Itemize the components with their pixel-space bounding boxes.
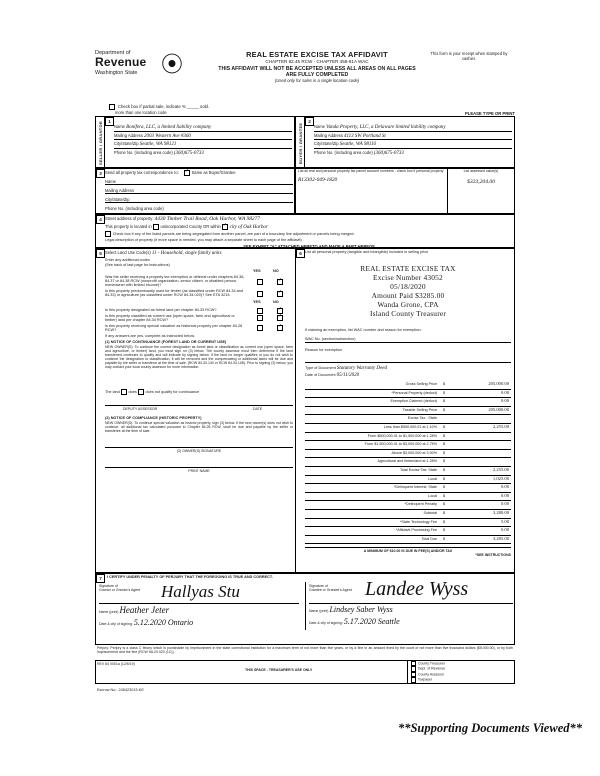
taxpayer-label: Taxpayer — [417, 677, 433, 682]
notice2-body: NEW OWNER(S): To continue special valuation as historic property, sign (3) below. If the new owner(s) does not wish to continue, all additional tax calculated pursuant to Chapter 84.26 RCW, shall be due and payable by the seller or transferee at the time of sale. — [105, 421, 293, 434]
correspondence-fields — [105, 170, 293, 211]
minimum-due-note: A MINIMUM OF $10.00 IS DUE IN FEE(S) AND/OR TAX — [305, 547, 511, 553]
seller-citystate-value: Seattle, WA 98121 — [139, 142, 177, 147]
section-6-number: 6 — [296, 249, 305, 258]
county-assessor-label: County Assessor — [417, 672, 445, 677]
legal-description-note: Legal description of property (if more space is needed, you may attach a separate sheet to each page of the affidavit) — [105, 238, 302, 243]
does-not-qualify-checkbox[interactable] — [138, 389, 144, 395]
assessor-date-label: DATE — [253, 407, 263, 412]
tax-row-currency: $ — [442, 382, 445, 386]
buyer-mail-value: 4113 SW Portland St — [344, 133, 386, 139]
question-3: Is this property designated as forest land per chapter 84.33 RCW? — [105, 308, 217, 312]
county-treasurer-label: County Treasurer — [417, 661, 445, 666]
q5-no-checkbox[interactable] — [277, 325, 283, 331]
seller-side-label: SELLER / GRANTOR — [98, 120, 103, 166]
seller-name-value: Bonifera, LLC, a limited liability company — [126, 125, 212, 130]
assessed-header: List assessed value(s) — [463, 169, 499, 173]
buyer-name-value: Vanda Property, LLC, a Delaware limited liability company — [326, 125, 446, 130]
partial-sale-label: Check box if partial sale, indicate % _____ sold. — [117, 104, 210, 110]
tax-row-value: 0.00 — [500, 484, 509, 490]
seller-side-tab — [95, 116, 105, 168]
question-4: Is this property classified as current use (open space, farm and agricultural or timber) land per chapter 84.34 RCW? — [105, 314, 235, 322]
tax-row-currency: $ — [442, 450, 445, 455]
same-as-buyer-checkbox[interactable] — [184, 170, 190, 176]
reason-exemption-line — [305, 352, 511, 363]
buyer-side-label: BUYER / GRANTEE — [298, 122, 303, 164]
tax-row-value: 3,285.00 — [492, 535, 509, 541]
tax-row-value: 0.00 — [500, 527, 509, 533]
seller-fields — [114, 124, 292, 156]
receipt-note: This form is your receipt when stamped by cashier. — [430, 51, 508, 62]
grantor-date-label: Date & city of signing: — [99, 622, 133, 626]
tax-row-label: Local — [428, 476, 437, 481]
tax-row-label: Above $3,000,000 at 3.00% — [391, 450, 437, 455]
tax-row-currency: $ — [442, 536, 445, 541]
buyer-side-tab — [295, 116, 305, 168]
grantee-signature: Landee Wyss — [365, 578, 469, 600]
grantee-name-label: Name (print) — [309, 609, 329, 613]
parcel-header: List all real and personal property tax parcel account numbers - check box if personal property — [298, 169, 444, 173]
tax-row — [305, 407, 511, 416]
tax-row — [305, 536, 511, 545]
notice2-title: (2) NOTICE OF COMPLIANCE (HISTORIC PROPERTY) — [105, 416, 202, 421]
stamp-line-4: Amount Paid $3285.00 — [371, 291, 445, 300]
form-notice: THIS AFFIDAVIT WILL NOT BE ACCEPTED UNLESS ALL AREAS ON ALL PAGES ARE FULLY COMPLETED — [218, 66, 416, 78]
form-chapter: CHAPTER 82.45 RCW - CHAPTER 458-61A WAC — [265, 59, 369, 64]
dept-revenue-label: Dept. of Revenue — [417, 667, 446, 672]
tax-row-currency: $ — [442, 528, 445, 533]
section-3-number: 3 — [96, 169, 105, 178]
section-5-number: 5 — [96, 249, 105, 258]
form-title: REAL ESTATE EXCISE TAX AFFIDAVIT — [246, 50, 388, 59]
grantor-sig-label: Signature of Grantor or Grantor's Agent — [99, 584, 141, 592]
tax-row-currency: $ — [442, 519, 445, 524]
no-header-2: NO — [273, 300, 279, 304]
signline-does-not: does not — [145, 390, 161, 395]
tax-row-label: *Personal Property (deduct) — [391, 390, 437, 395]
buyer-citystate-label: City/State/Zip — [314, 141, 339, 146]
tax-row-label: *Affidavit Processing Fee — [395, 528, 437, 533]
tax-row — [305, 493, 511, 502]
q5-yes-checkbox[interactable] — [257, 325, 263, 331]
tax-row-value: 205,000.00 — [488, 406, 509, 412]
perjury-note: Perjury: Perjury is a class C felony which is punishable by imprisonment in the state correctional institution for a maximum term of not more than five years, or by a fine in an amount fixed by the court of not more than five thousand dollars ($5,000.00), or by both imprisonment and the fine (RCW 9A.20.020 (1C)). — [97, 646, 513, 654]
tax-row — [305, 501, 511, 510]
date-doc-label: Date of Document — [305, 373, 336, 377]
landuse-sub1: Enter any additional codes — [105, 258, 150, 262]
seller-phone-value: (360)675-0733 — [173, 150, 204, 156]
stamp-line-2: Excise Number 43052 — [373, 273, 443, 282]
tax-row-label: From $1,500,000.01 to $3,000,000 at 2.75% — [364, 442, 437, 447]
same-as-buyer-label: Same as Buyer/Grantee — [191, 170, 236, 176]
taxpayer-checkbox[interactable] — [411, 677, 416, 682]
corr-name-label: Name — [105, 179, 293, 185]
stamp-line-3: 05/18/2020 — [390, 282, 426, 291]
tax-row-label: Agricultural and timberland at 1.28% — [377, 459, 437, 464]
tax-row-value: 1,025.00 — [492, 475, 509, 481]
stamp-line-5: Wanda Grone, CPA — [377, 300, 439, 309]
tax-row-value: 5.00 — [500, 518, 509, 524]
tax-row — [305, 433, 511, 442]
reet-affidavit — [95, 48, 515, 708]
street-value: 4430 Timber Trail Road, Oak Harbor, WA 98277 — [154, 216, 261, 222]
buyer-fields — [314, 124, 512, 156]
reason-exemption-label: Reason for exemption — [305, 348, 343, 352]
tax-row-label: Total Excise Tax: State — [399, 467, 437, 472]
form-header — [95, 48, 515, 90]
stamp-line-1: REAL ESTATE EXCISE TAX — [360, 264, 456, 273]
signline-left: The land — [105, 390, 120, 395]
copy-recipients — [411, 661, 445, 683]
tax-row-currency: $ — [442, 485, 445, 490]
date-doc-value: 05/11/2020 — [336, 373, 360, 378]
claim-exemption-label: If claiming an exemption, list WAC number and reason for exemption: — [305, 328, 422, 332]
seller-name-label: Name — [114, 124, 125, 129]
section-1-number: 1 — [105, 117, 114, 126]
treasurer-stamp — [305, 264, 511, 318]
type-or-print: PLEASE TYPE OR PRINT — [464, 111, 515, 116]
tax-row-value: 205,000.00 — [488, 381, 509, 386]
tax-row — [305, 510, 511, 519]
tax-row-label: Gross Selling Price — [405, 382, 437, 386]
tax-row-value: 2,255.00 — [492, 466, 509, 472]
tax-row-value: 3,280.00 — [492, 509, 509, 515]
grantee-sig-label: Signature of Grantee or Grantee's Agent — [309, 584, 352, 592]
tax-row-currency: $ — [442, 510, 445, 515]
question-5: Is this property receiving special valuation as historical property per chapter 84.26 RCW? — [105, 324, 243, 332]
seller-citystate-label: City/State/Zip — [114, 141, 139, 146]
tax-row-label: *Delinquent Penalty — [404, 502, 437, 507]
tax-row — [305, 458, 511, 467]
tax-row-label: Local — [428, 493, 437, 498]
form-title-block — [217, 50, 417, 83]
tax-row — [305, 415, 511, 424]
right-column — [305, 250, 511, 557]
see-instructions-note: *SEE INSTRUCTIONS — [475, 553, 511, 558]
tax-row-currency: $ — [442, 502, 445, 507]
tax-row-value: 2,255.00 — [492, 423, 509, 429]
seller-mail-value: 2003 Western Ave #360 — [144, 133, 191, 139]
does-qualify-checkbox[interactable] — [121, 389, 127, 395]
tax-row — [305, 476, 511, 485]
tax-row-value: 0.00 — [500, 398, 509, 404]
tax-row-label: Exemption Claimed (deduct) — [390, 399, 437, 404]
grantor-date-value: 5.12.2020 Ontario — [133, 618, 194, 627]
signline-right: qualify for continuance — [161, 390, 200, 395]
grantor-signature-block — [99, 584, 299, 627]
tax-row — [305, 527, 511, 536]
tax-row — [305, 441, 511, 450]
more-location-note: more than one location code — [115, 110, 167, 115]
tax-row-currency: $ — [442, 433, 445, 438]
tax-row-currency: $ — [442, 424, 445, 429]
tax-row-label: Subtotal — [423, 510, 437, 515]
tax-row — [305, 450, 511, 459]
located-in-label: This property is located in — [105, 223, 152, 229]
q4-no-checkbox[interactable] — [277, 315, 283, 321]
tax-row-label: Total Due — [421, 536, 437, 541]
grantee-date-value: 5.17.2020 Seattle — [343, 617, 400, 626]
landuse-block — [105, 250, 293, 473]
question-6: If any answers are yes, complete as instructed below. — [105, 334, 195, 338]
tax-row-label: Excise Tax : State — [407, 416, 437, 421]
q2-no-checkbox[interactable] — [277, 291, 283, 297]
treasurer-space-label: THIS SPACE - TREASURER'S USE ONLY — [245, 668, 313, 672]
tax-row-label: Less than $500,000.01 at 1.10% — [383, 424, 437, 429]
buyer-citystate-value: Seattle, WA 98116 — [339, 142, 376, 147]
corr-citystate-label: City/State/Zip — [105, 197, 293, 203]
correspondence-label: Send all property tax correspondence to: — [105, 170, 179, 176]
parcel-header-wrap — [298, 169, 444, 183]
type-doc-label: Type of Document — [305, 366, 336, 370]
tax-row — [305, 484, 511, 493]
tax-row-label: From $500,000.01 to $1,500,000 at 1.28% — [367, 433, 437, 438]
supporting-documents-annotation: **Supporting Documents Viewed** — [397, 721, 582, 735]
buyer-name-label: Name — [314, 124, 325, 129]
corr-phone-label: Phone No. (including area code) — [105, 206, 164, 212]
footer-divider — [407, 660, 408, 684]
tax-row-currency: $ — [442, 407, 445, 412]
tax-computation-table — [305, 381, 511, 544]
city-checkbox[interactable] — [222, 224, 228, 230]
grantor-signature: Hallyas Stu — [161, 582, 240, 601]
certify-divider — [305, 582, 306, 630]
parcel-divider — [447, 168, 448, 214]
tax-row — [305, 390, 511, 399]
tax-row — [305, 381, 511, 390]
tax-row — [305, 519, 511, 528]
assessed-wrap — [450, 169, 512, 185]
buyer-phone-label: Phone No. (including area code) — [314, 149, 373, 155]
tax-row — [305, 424, 511, 433]
exhibit-reference: SEE EXHIBIT "A" ATTACHED HERETO AND MADE A PART HEREOF — [243, 244, 375, 250]
tax-row-currency: $ — [442, 476, 445, 481]
grantee-name-value: Lindsey Saber Wyss — [329, 605, 393, 614]
notice1-title: (1) NOTICE OF CONTINUANCE (FOREST LAND OR CURRENT USE) — [105, 340, 227, 344]
city-of-value: city of Oak Harbor — [229, 224, 268, 230]
unincorporated-label: unincorporated — [160, 223, 188, 229]
street-label: Street address of property: — [105, 216, 154, 221]
footer-box — [95, 660, 515, 684]
landuse-value: 11 - Household, single family units — [151, 251, 222, 256]
parcel-number-value: R13302-049-1820 — [298, 177, 338, 183]
grantor-name-value: Heather Jeter — [119, 605, 170, 615]
question-2: Is this property predominantly used for timber (as classified under RCW 84.34 and 84.33) or agriculture (as classified under RCW 84.34.020)? See ETA 3215. — [105, 289, 244, 297]
escrow-value: 245423013-KE — [118, 688, 144, 692]
tax-row-currency: $ — [442, 493, 445, 498]
mid-divider — [295, 248, 296, 573]
personal-property-header: List all personal property (tangible and intangible) included in selling price — [305, 250, 429, 254]
q1-yes-checkbox[interactable] — [257, 279, 263, 285]
wac-number-label: WAC No. (section/subsection) — [305, 337, 511, 343]
certify-title: I CERTIFY UNDER PENALTY OF PERJURY THAT THE FOREGOING IS TRUE AND CORRECT. — [107, 575, 273, 579]
tax-row — [305, 467, 511, 476]
section-2-number: 2 — [305, 117, 314, 126]
tax-row-label: Taxable Selling Price — [402, 407, 437, 412]
grantee-date-label: Date & city of signing: — [309, 621, 343, 625]
q2-yes-checkbox[interactable] — [257, 291, 263, 297]
street-fields — [105, 216, 513, 249]
tax-row-currency: $ — [442, 467, 445, 472]
landuse-sub2: (See back of last page for instructions) — [105, 263, 170, 267]
landuse-label: Select Land Use Code(s) — [105, 250, 151, 255]
grantee-signature-block — [309, 578, 513, 626]
print-name-label: PRINT NAME — [188, 469, 210, 474]
signline-does: does — [128, 390, 137, 395]
stamp-line-6: Island County Treasurer — [369, 309, 447, 318]
tax-row-value: 0.00 — [500, 501, 509, 507]
corr-mail-label: Mailing Address — [105, 188, 293, 194]
tax-row-currency: $ — [442, 390, 445, 395]
escrow-label: Escrow No.: — [97, 688, 118, 692]
tax-row-label: *State Technology Fee — [399, 519, 437, 524]
tax-row-currency: $ — [442, 459, 445, 464]
section-4-number: 4 — [96, 215, 105, 224]
buyer-mail-label: Mailing Address — [314, 132, 343, 138]
assessed-value: $323,204.00 — [467, 179, 495, 185]
unincorporated-checkbox[interactable] — [153, 224, 159, 230]
dor-swirl-icon: ⦿ — [161, 52, 184, 77]
dept-line3: Washington State — [95, 70, 138, 77]
tax-row-currency: $ — [442, 399, 445, 404]
county-suffix: County OR within — [188, 223, 221, 229]
seller-phone-label: Phone No. (including area code) — [114, 149, 173, 155]
yes-header-2: YES — [253, 300, 261, 304]
dor-logo — [95, 50, 215, 76]
dept-line1: Department of — [95, 50, 131, 56]
dept-line2: Revenue — [95, 55, 147, 70]
notice1-body: NEW OWNER(S): To continue the current designation as forest land or classification as current use (open space, farm and agriculture, or timber) land, you must sign on (3) below. The county assessor must then determine if the land transferred continues to qualify and will indicate by signing below. If the land no longer qualifies or you do not wish to continue the designation or classification, it will be removed and the compensating or additional taxes will be due and payable by the seller or transferor at the time of sale. (RCW 84.33.140 or RCW 84.34.108). Prior to signing (3) below, you may contact your local county assessor for more information. — [105, 345, 293, 369]
question-1: Was the seller receiving a property tax exemption or deferral under chapters 84.36, 84.37 or 84.38 RCW (nonprofit organization, senior citizen, or disabled person, homeowner with limited income)? — [105, 275, 245, 287]
tax-row-currency: $ — [442, 442, 445, 447]
form-number: REV 84 0001a (12/5/19) — [97, 662, 135, 666]
tax-row — [305, 398, 511, 407]
deputy-assessor-label: DEPUTY ASSESSOR — [123, 407, 158, 412]
q1-no-checkbox[interactable] — [277, 279, 283, 285]
no-header-1: NO — [273, 269, 279, 273]
seller-mail-label: Mailing Address — [114, 132, 143, 138]
owners-signature-label: (3) OWNER(S) SIGNATURE — [176, 449, 222, 454]
grantor-name-label: Name (print) — [99, 610, 119, 614]
segregation-note: Check box if any of the listed parcels are being segregated from another parcel, are part of a boundary line adjustment or parcels being merged. — [112, 232, 355, 237]
tax-row-label: *Delinquent Interest: State — [393, 485, 437, 490]
form-subnotice: (Used only for sales in a single location code) — [274, 78, 360, 83]
tax-row-value: 0.00 — [500, 389, 509, 395]
type-doc-value: Statutory Warranty Deed — [336, 366, 387, 371]
segregation-checkbox[interactable] — [105, 231, 111, 237]
section-7-number: 7 — [96, 574, 105, 583]
yes-header-1: YES — [253, 269, 261, 273]
buyer-phone-value: (360)675-0733 — [373, 150, 404, 156]
tax-row-value: 0.00 — [500, 492, 509, 498]
q4-yes-checkbox[interactable] — [257, 315, 263, 321]
